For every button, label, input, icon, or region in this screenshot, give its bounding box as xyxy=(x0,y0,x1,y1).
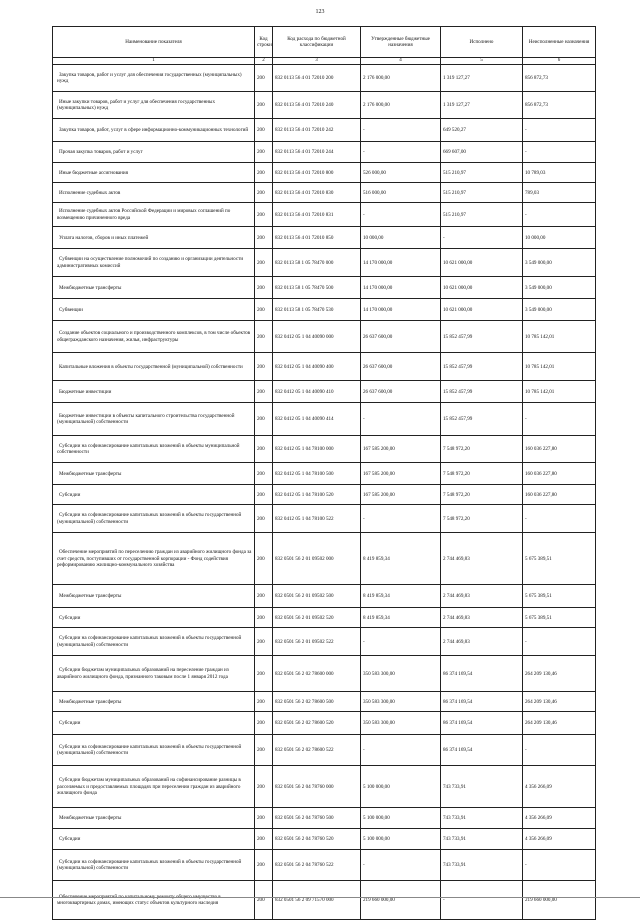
row-line-code: 200 xyxy=(255,142,273,163)
row-name: Иные закупки товаров, работ и услуг для обеспечения государственных (муниципальных) нужд xyxy=(53,92,255,119)
column-number: 2 xyxy=(255,58,273,65)
header-row xyxy=(53,27,596,58)
row-class-code: 832 0501 56 2 09 71570 000 xyxy=(273,881,361,920)
table-body xyxy=(53,65,596,920)
row-executed: 7 548 972,20 xyxy=(441,485,523,505)
table-row xyxy=(53,249,596,277)
row-class-code: 832 0501 56 2 01 09502 522 xyxy=(273,628,361,656)
row-name: Закупка товаров, работ, услуг в сфере информационно-коммуникационных технологий xyxy=(53,119,255,142)
row-line-code: 200 xyxy=(255,119,273,142)
row-approved: 167 585 200,00 xyxy=(361,436,441,463)
row-line-code: 200 xyxy=(255,249,273,277)
row-approved: 26 637 600,00 xyxy=(361,381,441,403)
row-executed: 15 852 457,99 xyxy=(441,353,523,381)
row-approved: 350 583 300,00 xyxy=(361,692,441,712)
row-name: Уплата налогов, сборов и иных платежей xyxy=(53,227,255,249)
row-line-code: 200 xyxy=(255,353,273,381)
row-class-code: 832 0412 05 1 04 40090 414 xyxy=(273,403,361,436)
row-name: Субсидии на софинансирование капитальных вложений в объекты государственной (муниципальной) собственности xyxy=(53,628,255,656)
table-row xyxy=(53,881,596,920)
row-approved: 526 000,00 xyxy=(361,163,441,183)
row-approved: - xyxy=(361,505,441,533)
row-name: Исполнение судебных актов xyxy=(53,183,255,203)
row-name: Межбюджетные трансферты xyxy=(53,692,255,712)
row-unexecuted: 856 872,73 xyxy=(523,65,596,92)
row-unexecuted: 219 660 000,00 xyxy=(523,881,596,920)
row-line-code: 200 xyxy=(255,585,273,608)
row-approved: 14 170 000,00 xyxy=(361,277,441,299)
table-row xyxy=(53,436,596,463)
table-row xyxy=(53,163,596,183)
row-executed: 86 374 169,54 xyxy=(441,712,523,735)
row-line-code: 200 xyxy=(255,712,273,735)
row-executed: 1 319 127,27 xyxy=(441,92,523,119)
row-approved: 8 419 859,34 xyxy=(361,608,441,628)
header-executed: Исполнено xyxy=(441,27,523,58)
table-row xyxy=(53,203,596,227)
table-row xyxy=(53,321,596,353)
row-executed: 7 548 972,20 xyxy=(441,463,523,485)
row-approved: 5 100 000,00 xyxy=(361,829,441,850)
row-class-code: 832 0412 05 1 04 40090 400 xyxy=(273,353,361,381)
row-executed: 15 852 457,99 xyxy=(441,321,523,353)
row-unexecuted: 10 785 142,01 xyxy=(523,381,596,403)
row-unexecuted: - xyxy=(523,505,596,533)
row-class-code: 832 0113 56 4 01 72010 800 xyxy=(273,163,361,183)
column-number: 4 xyxy=(361,58,441,65)
row-class-code: 832 0501 56 2 02 78600 520 xyxy=(273,712,361,735)
row-executed: 2 744 469,83 xyxy=(441,533,523,585)
row-unexecuted: 5 675 389,51 xyxy=(523,585,596,608)
row-approved: - xyxy=(361,850,441,881)
row-executed: 743 733,91 xyxy=(441,850,523,881)
row-approved: 2 176 000,00 xyxy=(361,65,441,92)
budget-execution-table xyxy=(52,26,596,920)
row-class-code: 832 0113 56 4 01 72010 242 xyxy=(273,119,361,142)
row-executed: 743 733,91 xyxy=(441,829,523,850)
table-row xyxy=(53,505,596,533)
row-executed: 86 374 169,54 xyxy=(441,735,523,766)
row-unexecuted: 10 789,03 xyxy=(523,163,596,183)
row-class-code: 832 0113 56 4 01 72010 240 xyxy=(273,92,361,119)
bottom-rule xyxy=(0,897,640,898)
column-number: 3 xyxy=(273,58,361,65)
row-unexecuted: 160 036 227,80 xyxy=(523,485,596,505)
row-approved: 26 637 600,00 xyxy=(361,321,441,353)
row-unexecuted: 5 675 389,51 xyxy=(523,608,596,628)
row-name: Межбюджетные трансферты xyxy=(53,585,255,608)
row-line-code: 200 xyxy=(255,92,273,119)
table-row xyxy=(53,119,596,142)
row-line-code: 200 xyxy=(255,203,273,227)
page-number: 123 xyxy=(315,9,325,15)
row-executed: 2 744 469,83 xyxy=(441,585,523,608)
table-row xyxy=(53,850,596,881)
row-line-code: 200 xyxy=(255,485,273,505)
row-class-code: 832 0501 56 2 01 09502 000 xyxy=(273,533,361,585)
row-executed: 515 210,97 xyxy=(441,163,523,183)
column-number: 6 xyxy=(523,58,596,65)
row-executed: 7 548 972,20 xyxy=(441,505,523,533)
row-approved: 14 170 000,00 xyxy=(361,249,441,277)
table-row xyxy=(53,403,596,436)
table-row xyxy=(53,735,596,766)
row-line-code: 200 xyxy=(255,299,273,321)
row-class-code: 832 0412 05 1 04 40090 410 xyxy=(273,381,361,403)
row-class-code: 832 0113 56 4 01 72010 850 xyxy=(273,227,361,249)
row-executed: 7 548 972,20 xyxy=(441,436,523,463)
row-executed: 743 733,91 xyxy=(441,766,523,808)
header-budget-class-code: Код расхода по бюджетной классификации xyxy=(273,27,361,58)
row-line-code: 200 xyxy=(255,183,273,203)
column-number: 5 xyxy=(441,58,523,65)
row-unexecuted: - xyxy=(523,142,596,163)
row-approved: - xyxy=(361,403,441,436)
row-name: Иные бюджетные ассигнования xyxy=(53,163,255,183)
row-name: Субсидии бюджетам муниципальных образований на переселение граждан из аварийного жилищного фонда, признанного таковым после 1 января 2012 года xyxy=(53,656,255,692)
row-executed: 86 374 169,54 xyxy=(441,656,523,692)
row-name: Межбюджетные трансферты xyxy=(53,808,255,829)
table-row xyxy=(53,628,596,656)
row-approved: - xyxy=(361,735,441,766)
row-unexecuted: 3 549 000,00 xyxy=(523,299,596,321)
table-row xyxy=(53,585,596,608)
table-row xyxy=(53,485,596,505)
row-name: Капитальные вложения в объекты государственной (муниципальной) собственности xyxy=(53,353,255,381)
row-approved: 516 000,00 xyxy=(361,183,441,203)
row-approved: 350 583 300,00 xyxy=(361,712,441,735)
row-unexecuted: 160 036 227,80 xyxy=(523,436,596,463)
row-class-code: 832 0501 56 2 01 09502 500 xyxy=(273,585,361,608)
row-approved: 8 419 859,34 xyxy=(361,585,441,608)
table-row xyxy=(53,92,596,119)
row-approved: - xyxy=(361,142,441,163)
table-row xyxy=(53,142,596,163)
row-class-code: 832 0412 05 1 04 78100 522 xyxy=(273,505,361,533)
row-unexecuted: 264 209 130,46 xyxy=(523,712,596,735)
row-unexecuted: 10 785 142,01 xyxy=(523,321,596,353)
row-class-code: 832 0113 58 1 05 78470 500 xyxy=(273,277,361,299)
row-name: Бюджетные инвестиции в объекты капитального строительства государственной (муниципальной) собственности xyxy=(53,403,255,436)
row-class-code: 832 0113 56 4 01 72010 830 xyxy=(273,183,361,203)
row-name: Субсидии xyxy=(53,485,255,505)
table-row xyxy=(53,381,596,403)
row-class-code: 832 0412 05 1 04 78100 520 xyxy=(273,485,361,505)
row-class-code: 832 0113 58 1 05 78470 530 xyxy=(273,299,361,321)
row-line-code: 200 xyxy=(255,163,273,183)
row-executed: 15 852 457,99 xyxy=(441,403,523,436)
row-approved: 2 176 000,00 xyxy=(361,92,441,119)
row-executed: 10 621 000,00 xyxy=(441,249,523,277)
row-executed: 10 621 000,00 xyxy=(441,277,523,299)
row-line-code: 200 xyxy=(255,608,273,628)
table-row xyxy=(53,227,596,249)
table-row xyxy=(53,656,596,692)
row-unexecuted: 3 549 000,00 xyxy=(523,277,596,299)
row-line-code: 200 xyxy=(255,403,273,436)
row-executed: 515 210,97 xyxy=(441,183,523,203)
row-approved: - xyxy=(361,628,441,656)
row-unexecuted: - xyxy=(523,850,596,881)
row-name: Прочая закупка товаров, работ и услуг xyxy=(53,142,255,163)
table-row xyxy=(53,65,596,92)
table-row xyxy=(53,808,596,829)
row-line-code: 200 xyxy=(255,277,273,299)
row-approved: 8 419 859,34 xyxy=(361,533,441,585)
row-name: Субсидии на софинансирование капитальных вложений в объекты государственной (муниципальной) собственности xyxy=(53,505,255,533)
row-executed: 15 852 457,99 xyxy=(441,381,523,403)
row-approved: 350 583 300,00 xyxy=(361,656,441,692)
row-line-code: 200 xyxy=(255,321,273,353)
row-line-code: 200 xyxy=(255,65,273,92)
table-row xyxy=(53,353,596,381)
row-name: Бюджетные инвестиции xyxy=(53,381,255,403)
row-line-code: 200 xyxy=(255,533,273,585)
table-row xyxy=(53,766,596,808)
column-number: 1 xyxy=(53,58,255,65)
row-executed: 649 520,27 xyxy=(441,119,523,142)
table-row xyxy=(53,183,596,203)
row-unexecuted: - xyxy=(523,203,596,227)
table-row xyxy=(53,533,596,585)
row-unexecuted: 789,03 xyxy=(523,183,596,203)
row-name: Субвенции xyxy=(53,299,255,321)
row-executed: 515 210,97 xyxy=(441,203,523,227)
table-row xyxy=(53,829,596,850)
row-approved: 219 660 000,00 xyxy=(361,881,441,920)
table-row xyxy=(53,692,596,712)
header-unexecuted: Неисполненные назначения xyxy=(523,27,596,58)
row-executed: 2 744 469,83 xyxy=(441,628,523,656)
row-class-code: 832 0113 56 4 01 72010 200 xyxy=(273,65,361,92)
row-line-code: 200 xyxy=(255,628,273,656)
row-line-code: 200 xyxy=(255,808,273,829)
row-line-code: 200 xyxy=(255,505,273,533)
row-unexecuted: - xyxy=(523,403,596,436)
row-line-code: 200 xyxy=(255,766,273,808)
row-line-code: 200 xyxy=(255,227,273,249)
column-number-row xyxy=(53,58,596,65)
row-line-code: 200 xyxy=(255,692,273,712)
row-approved: 26 637 600,00 xyxy=(361,353,441,381)
row-line-code: 200 xyxy=(255,656,273,692)
row-unexecuted: - xyxy=(523,735,596,766)
header-line-code: Код строки xyxy=(255,27,273,58)
row-class-code: 832 0501 56 2 04 78760 522 xyxy=(273,850,361,881)
row-class-code: 832 0113 56 4 01 72010 244 xyxy=(273,142,361,163)
row-approved: 5 100 000,00 xyxy=(361,766,441,808)
row-name: Субсидии на софинансирование капитальных вложений в объекты муниципальной собственности xyxy=(53,436,255,463)
header-indicator-name: Наименование показателя xyxy=(53,27,255,58)
row-class-code: 832 0501 56 2 04 78760 000 xyxy=(273,766,361,808)
row-unexecuted: 160 036 227,80 xyxy=(523,463,596,485)
row-executed: - xyxy=(441,227,523,249)
row-class-code: 832 0412 05 1 04 78100 000 xyxy=(273,436,361,463)
row-class-code: 832 0501 56 2 02 78600 000 xyxy=(273,656,361,692)
row-approved: 167 585 200,00 xyxy=(361,463,441,485)
row-name: Закупка товаров, работ и услуг для обеспечения государственных (муниципальных) нужд xyxy=(53,65,255,92)
row-unexecuted: 4 356 266,09 xyxy=(523,808,596,829)
row-unexecuted: 10 785 142,01 xyxy=(523,353,596,381)
row-name: Исполнение судебных актов Российской Федерации и мировых соглашений по возмещению причиненного вреда xyxy=(53,203,255,227)
row-line-code: 200 xyxy=(255,381,273,403)
row-line-code: 200 xyxy=(255,436,273,463)
row-name: Субсидии xyxy=(53,608,255,628)
table-row xyxy=(53,463,596,485)
row-unexecuted: 264 209 130,46 xyxy=(523,692,596,712)
row-unexecuted: 4 356 266,09 xyxy=(523,766,596,808)
row-unexecuted: 10 000,00 xyxy=(523,227,596,249)
row-line-code: 200 xyxy=(255,829,273,850)
row-executed: 743 733,91 xyxy=(441,808,523,829)
row-name: Субвенции на осуществление полномочий по созданию и организации деятельности административных комиссий xyxy=(53,249,255,277)
row-approved: 14 170 000,00 xyxy=(361,299,441,321)
row-approved: 167 585 200,00 xyxy=(361,485,441,505)
row-unexecuted: 4 356 266,09 xyxy=(523,829,596,850)
table-row xyxy=(53,299,596,321)
row-unexecuted: - xyxy=(523,119,596,142)
row-name: Обеспечение мероприятий по переселению граждан из аварийного жилищного фонда за счет средств, поступивших от государственной корпорации - Фонд содействия реформированию жилищно-коммунального хозяйства xyxy=(53,533,255,585)
row-name: Межбюджетные трансферты xyxy=(53,277,255,299)
row-unexecuted: 264 209 130,46 xyxy=(523,656,596,692)
row-class-code: 832 0501 56 2 02 78600 522 xyxy=(273,735,361,766)
row-approved: - xyxy=(361,203,441,227)
row-name: Создание объектов социального и производственного комплексов, в том числе объектов общегражданского назначения, жилья, инфраструктуры xyxy=(53,321,255,353)
row-unexecuted: 5 675 389,51 xyxy=(523,533,596,585)
row-class-code: 832 0412 05 1 04 40090 000 xyxy=(273,321,361,353)
row-name: Субсидии бюджетам муниципальных образований на софинансирование разницы в расселяемых и предоставляемых площадях при переселении граждан из аварийного жилищного фонда xyxy=(53,766,255,808)
table-row xyxy=(53,712,596,735)
header-approved: Утвержденные бюджетные назначения xyxy=(361,27,441,58)
row-approved: 5 100 000,00 xyxy=(361,808,441,829)
row-unexecuted: 856 872,73 xyxy=(523,92,596,119)
row-unexecuted: - xyxy=(523,628,596,656)
row-executed: 10 621 000,00 xyxy=(441,299,523,321)
row-name: Межбюджетные трансферты xyxy=(53,463,255,485)
row-name: Субсидии на софинансирование капитальных вложений в объекты государственной (муниципальной) собственности xyxy=(53,850,255,881)
row-executed: - xyxy=(441,881,523,920)
row-class-code: 832 0412 05 1 04 78100 500 xyxy=(273,463,361,485)
row-name: Субсидии на софинансирование капитальных вложений в объекты государственной (муниципальной) собственности xyxy=(53,735,255,766)
row-class-code: 832 0501 56 2 04 78760 520 xyxy=(273,829,361,850)
row-unexecuted: 3 549 000,00 xyxy=(523,249,596,277)
row-executed: 86 374 169,54 xyxy=(441,692,523,712)
row-line-code: 200 xyxy=(255,881,273,920)
row-name: Обеспечение мероприятий по капитальному ремонту общего имущества в многоквартирных домах, имеющих статус объектов культурного наследия xyxy=(53,881,255,920)
row-approved: 10 000,00 xyxy=(361,227,441,249)
table-row xyxy=(53,277,596,299)
row-executed: 2 744 469,83 xyxy=(441,608,523,628)
row-class-code: 832 0501 56 2 04 78760 500 xyxy=(273,808,361,829)
row-name: Субсидии xyxy=(53,829,255,850)
row-class-code: 832 0501 56 2 02 78600 500 xyxy=(273,692,361,712)
row-executed: 669 607,00 xyxy=(441,142,523,163)
row-line-code: 200 xyxy=(255,850,273,881)
row-executed: 1 319 127,27 xyxy=(441,65,523,92)
row-name: Субсидии xyxy=(53,712,255,735)
row-line-code: 200 xyxy=(255,463,273,485)
row-approved: - xyxy=(361,119,441,142)
row-class-code: 832 0501 56 2 01 09502 520 xyxy=(273,608,361,628)
row-class-code: 832 0113 58 1 05 78470 000 xyxy=(273,249,361,277)
row-line-code: 200 xyxy=(255,735,273,766)
table-row xyxy=(53,608,596,628)
row-class-code: 832 0113 56 4 01 72010 831 xyxy=(273,203,361,227)
